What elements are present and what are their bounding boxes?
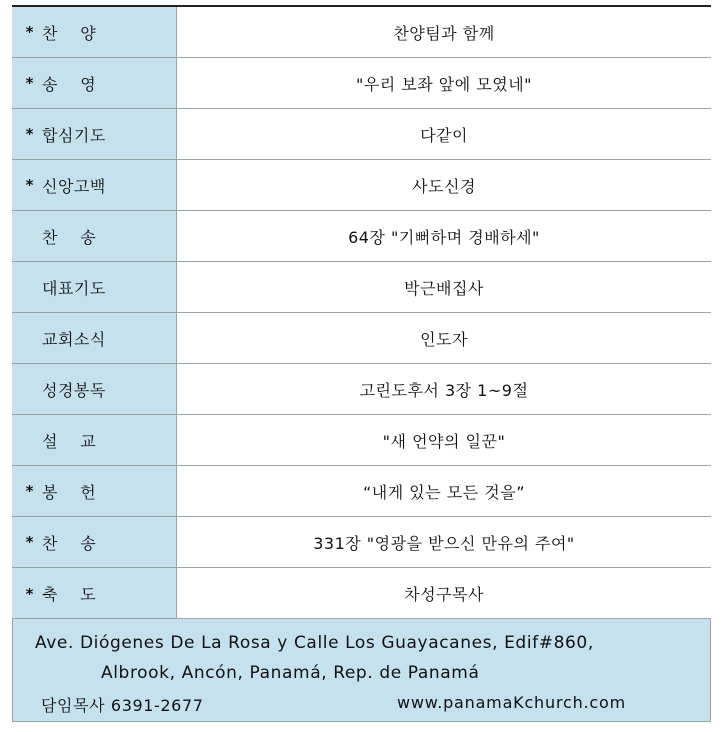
- order-content: 박근배집사: [404, 278, 484, 298]
- order-row-8: [12, 364, 711, 415]
- order-content: 사도신경: [412, 176, 476, 196]
- order-label-cell: [12, 364, 177, 414]
- order-label: 찬 송: [42, 533, 97, 553]
- order-label-cell: [12, 211, 177, 261]
- address-line-2: Albrook, Ancón, Panamá, Rep. de Panamá: [101, 663, 480, 683]
- church-website: www.panamaKchurch.com: [397, 693, 626, 712]
- order-row-11: [12, 517, 711, 568]
- order-row-9: [12, 415, 711, 466]
- order-label-cell: [12, 466, 177, 516]
- order-label: 설 교: [42, 431, 97, 451]
- order-content: 고린도후서 3장 1~9절: [359, 380, 529, 400]
- church-info-footer: [12, 618, 711, 722]
- standing-mark: *: [25, 74, 34, 92]
- order-label-cell: [12, 568, 177, 619]
- order-row-3: [12, 109, 711, 160]
- order-row-2: [12, 58, 711, 109]
- order-content: 차성구목사: [404, 585, 484, 604]
- standing-mark: *: [25, 533, 34, 551]
- order-label-cell: [12, 313, 177, 363]
- order-row-5: [12, 211, 711, 262]
- pastor-phone: 담임목사 6391-2677: [41, 696, 204, 715]
- order-content: 331장 "영광을 받으신 만유의 주여": [313, 533, 575, 553]
- order-label: 찬 송: [42, 227, 97, 247]
- order-content: 찬양팀과 함께: [393, 23, 495, 43]
- order-label-cell: [12, 58, 177, 108]
- order-label-cell: [12, 262, 177, 312]
- order-row-7: [12, 313, 711, 364]
- order-content: 다같이: [420, 125, 468, 145]
- order-content: 64장 "기뻐하며 경배하세": [348, 227, 540, 247]
- order-row-6: [12, 262, 711, 313]
- standing-mark: *: [25, 125, 34, 143]
- order-label-cell: [12, 517, 177, 567]
- order-label: 송 영: [42, 74, 97, 94]
- order-content: “내게 있는 모든 것을”: [363, 482, 525, 502]
- standing-mark: *: [25, 482, 34, 500]
- order-row-1: [12, 7, 711, 58]
- order-label-cell: [12, 415, 177, 465]
- order-row-10: [12, 466, 711, 517]
- order-label-cell: [12, 109, 177, 159]
- order-label: 찬 양: [42, 23, 97, 43]
- order-label: 신앙고백: [42, 176, 106, 196]
- order-label-cell: [12, 160, 177, 210]
- order-content: "우리 보좌 앞에 모였네": [355, 74, 533, 94]
- address-line-1: Ave. Diógenes De La Rosa y Calle Los Guayacanes, Edif#860,: [35, 633, 594, 653]
- order-content: 인도자: [420, 329, 468, 349]
- standing-mark: *: [25, 176, 34, 194]
- order-label: 교회소식: [42, 329, 106, 349]
- order-label: 합심기도: [42, 125, 106, 145]
- order-content: "새 언약의 일꾼": [382, 431, 506, 451]
- order-row-12: [12, 568, 711, 619]
- order-label: 성경봉독: [42, 380, 106, 400]
- order-label: 대표기도: [42, 278, 106, 298]
- order-label: 축 도: [42, 585, 97, 604]
- standing-mark: *: [25, 23, 34, 41]
- worship-order-table: [12, 5, 711, 621]
- order-label-cell: [12, 7, 177, 57]
- order-row-4: [12, 160, 711, 211]
- standing-mark: *: [25, 584, 34, 603]
- order-label: 봉 헌: [42, 482, 97, 502]
